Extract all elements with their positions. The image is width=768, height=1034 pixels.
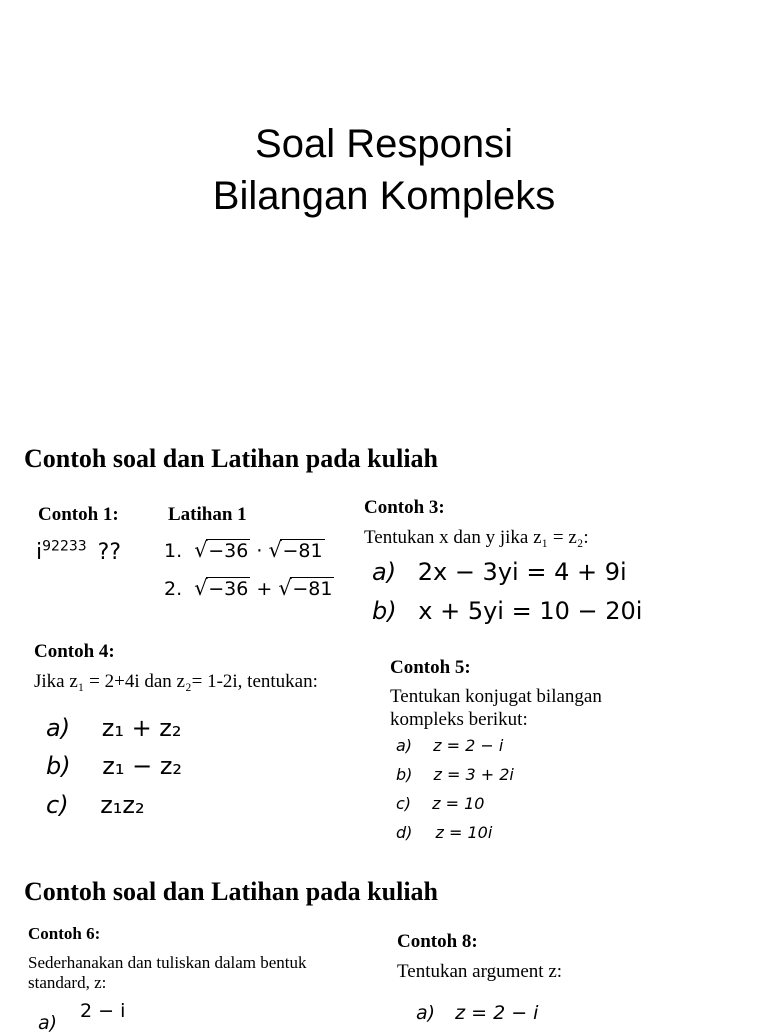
contoh-3-label: Contoh 3: bbox=[364, 497, 445, 518]
contoh-1-base: i bbox=[36, 540, 43, 565]
contoh-4-item-a-expr: z₁ + z₂ bbox=[101, 714, 182, 742]
latihan-1-item-1-number: 1. bbox=[164, 540, 183, 562]
page-title-line-2: Bilangan Kompleks bbox=[212, 174, 556, 218]
section-1-heading: Contoh soal dan Latihan pada kuliah bbox=[24, 444, 439, 473]
contoh-5-instruction-line-1: Tentukan konjugat bilangan bbox=[390, 686, 602, 707]
contoh-4-item-c-letter: c) bbox=[46, 791, 69, 819]
contoh-6-fraction-numerator: 2 − i bbox=[80, 1000, 126, 1022]
latihan-1-item-2 bbox=[164, 578, 334, 600]
page-title-line-1: Soal Responsi bbox=[255, 122, 513, 166]
contoh-4-item-b-letter: b) bbox=[46, 752, 71, 780]
contoh-4-item-b-expr: z₁ − z₂ bbox=[102, 752, 183, 780]
contoh-5-item-b bbox=[396, 765, 514, 784]
contoh-5-item-a-letter: a) bbox=[396, 736, 413, 755]
contoh-3-item-b-expr: x + 5yi = 10 − 20i bbox=[418, 597, 643, 625]
latihan-1-item-2-operator: + bbox=[256, 578, 273, 600]
contoh-3-item-a bbox=[372, 558, 627, 586]
contoh-5-item-d-letter: d) bbox=[396, 823, 413, 842]
contoh-8-item-a-expr: z = 2 − i bbox=[455, 1002, 539, 1024]
contoh-3-item-a-letter: a) bbox=[372, 558, 397, 586]
contoh-6-item-a-letter: a) bbox=[38, 1012, 58, 1034]
contoh-3-item-a-expr: 2x − 3yi = 4 + 9i bbox=[417, 558, 627, 586]
contoh-4-instruction: Jika z₁ = 2+4i dan z₂= 1-2i, tentukan: bbox=[34, 671, 318, 692]
contoh-8-item-a-letter: a) bbox=[416, 1002, 436, 1024]
contoh-5-item-d-expr: z = 10i bbox=[435, 823, 493, 842]
contoh-1-suffix: ?? bbox=[97, 540, 122, 565]
sqrt-1b: √ −81 bbox=[268, 538, 323, 562]
contoh-8-label: Contoh 8: bbox=[397, 931, 478, 952]
sqrt-1a: √ −36 bbox=[194, 538, 249, 562]
contoh-5-label: Contoh 5: bbox=[390, 657, 471, 678]
contoh-4-item-c bbox=[46, 791, 145, 819]
contoh-3-item-b-letter: b) bbox=[372, 597, 397, 625]
contoh-3-item-b bbox=[372, 597, 642, 625]
latihan-1-label: Latihan 1 bbox=[168, 504, 247, 525]
contoh-3-instruction: Tentukan x dan y jika z₁ = z₂: bbox=[364, 527, 589, 548]
contoh-4-item-a bbox=[46, 714, 182, 742]
contoh-5-item-a-expr: z = 2 − i bbox=[433, 736, 504, 755]
contoh-1-expression bbox=[36, 540, 121, 565]
contoh-6-label: Contoh 6: bbox=[28, 924, 101, 943]
contoh-5-item-a bbox=[396, 736, 503, 755]
contoh-1-label: Contoh 1: bbox=[38, 504, 119, 525]
contoh-5-item-c bbox=[396, 794, 484, 813]
latihan-1-item-1-operator: · bbox=[256, 540, 263, 562]
contoh-4-item-a-letter: a) bbox=[46, 714, 71, 742]
contoh-6-instruction-line-2: standard, z: bbox=[28, 973, 107, 992]
contoh-5-item-c-expr: z = 10 bbox=[432, 794, 485, 813]
sqrt-2b: √ −81 bbox=[278, 576, 333, 600]
contoh-6-instruction-line-1: Sederhanakan dan tuliskan dalam bentuk bbox=[28, 953, 307, 972]
contoh-4-item-c-expr: z₁z₂ bbox=[100, 791, 145, 819]
contoh-4-label: Contoh 4: bbox=[34, 641, 115, 662]
contoh-5-item-d bbox=[396, 823, 492, 842]
latihan-1-item-1 bbox=[164, 540, 325, 562]
section-2-heading: Contoh soal dan Latihan pada kuliah bbox=[24, 877, 439, 906]
sqrt-2a: √ −36 bbox=[194, 576, 249, 600]
contoh-8-item-a bbox=[416, 1002, 538, 1024]
contoh-5-item-b-letter: b) bbox=[396, 765, 413, 784]
contoh-1-exponent: 92233 bbox=[42, 538, 87, 555]
contoh-5-item-b-expr: z = 3 + 2i bbox=[433, 765, 514, 784]
contoh-4-item-b bbox=[46, 752, 182, 780]
contoh-8-instruction: Tentukan argument z: bbox=[397, 961, 563, 982]
contoh-5-instruction-line-2: kompleks berikut: bbox=[390, 709, 528, 730]
contoh-5-item-c-letter: c) bbox=[396, 794, 412, 813]
latihan-1-item-2-number: 2. bbox=[164, 578, 183, 600]
